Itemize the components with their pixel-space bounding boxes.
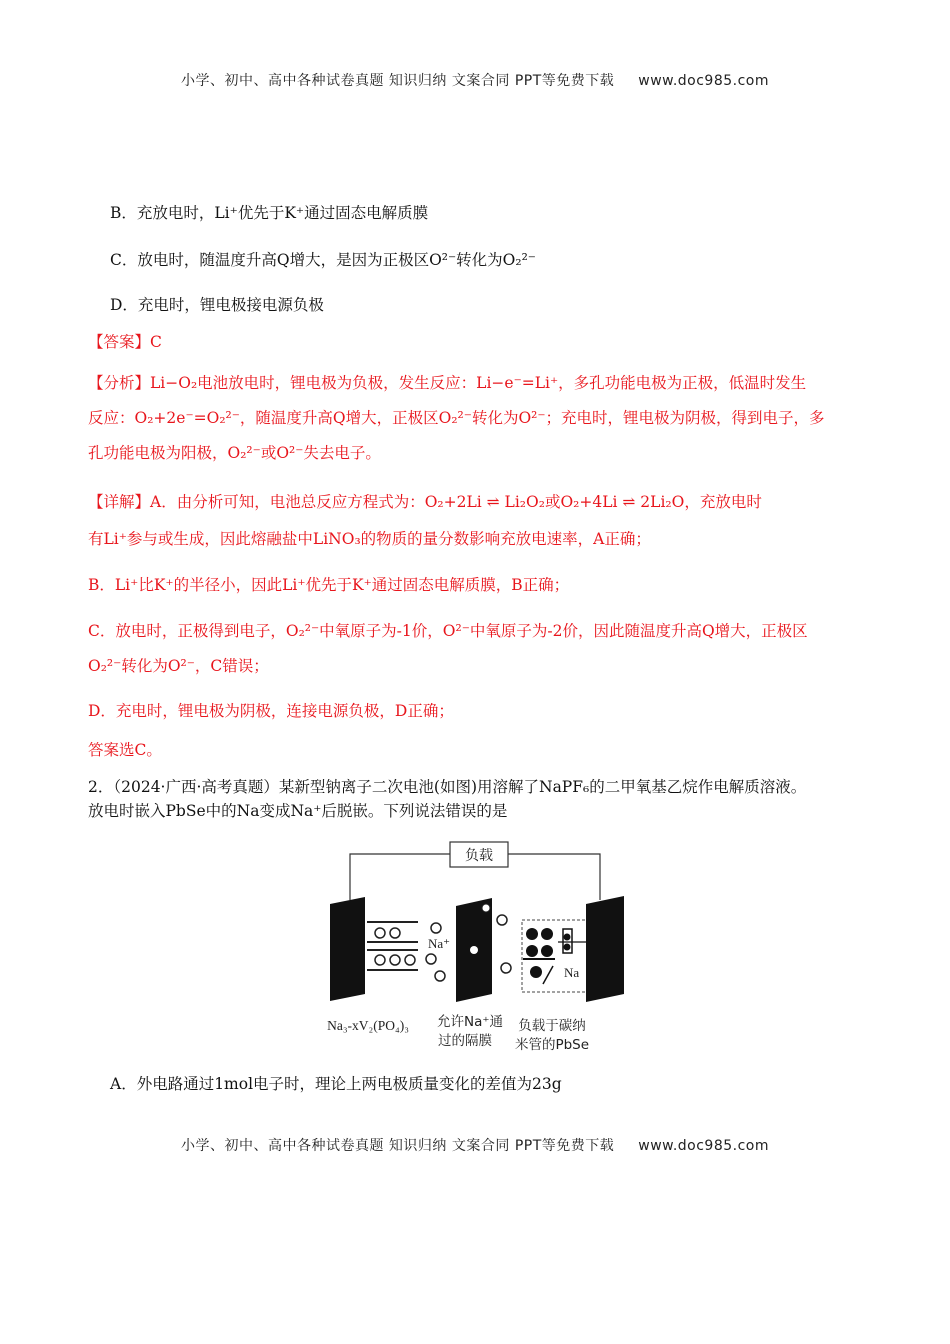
na-ion-5 [501, 963, 511, 973]
footer-url[interactable]: www.doc985.com [638, 1138, 770, 1154]
detail-line-2: 有Li⁺参与或生成，因此熔融盐中LiNO₃的物质的量分数影响充放电速率，A正确； [88, 530, 651, 548]
na-ion-label: Na⁺ [428, 936, 451, 951]
na-ion-3 [435, 971, 445, 981]
footer-text: 小学、初中、高中各种试卷真题 知识归纳 文案合同 PPT等免费下载 [180, 1138, 615, 1154]
option-d: D．充电时，锂电极接电源负极 [110, 296, 324, 314]
load-label: 负载 [465, 848, 493, 864]
membrane-label-2: 过的隔膜 [438, 1033, 492, 1049]
detail-option-d: D．充电时，锂电极为阴极，连接电源负极，D正确； [88, 702, 454, 720]
pbse-label-1: 负载于碳纳 [518, 1018, 586, 1034]
option-c: C．放电时，随温度升高Q增大，是因为正极区O²⁻转化为O₂²⁻ [110, 251, 536, 269]
header-url[interactable]: www.doc985.com [638, 73, 770, 89]
left-electrode [330, 897, 365, 1001]
page-header [0, 70, 950, 90]
question2-line-2: 放电时嵌入PbSe中的Na变成Na⁺后脱嵌。下列说法错误的是 [88, 802, 508, 820]
wire-right [508, 854, 600, 900]
na-ion-4 [497, 915, 507, 925]
membrane-pore [470, 946, 478, 954]
question2-option-a: A．外电路通过1mol电子时，理论上两电极质量变化的差值为23g [110, 1075, 562, 1093]
wire-left [350, 854, 450, 900]
membrane-label-1: 允许Na⁺通 [437, 1014, 503, 1030]
header-text: 小学、初中、高中各种试卷真题 知识归纳 文案合同 PPT等免费下载 [180, 73, 615, 89]
analysis-line-1: 【分析】Li−O₂电池放电时，锂电极为负极，发生反应：Li−e⁻=Li⁺，多孔功能电极为正极，低温时发生 [88, 374, 807, 392]
na-ion-2 [426, 954, 436, 964]
membrane-ion [482, 904, 490, 912]
page-footer [0, 1135, 950, 1155]
detail-option-c-1: C．放电时，正极得到电子，O₂²⁻中氧原子为-1价，O²⁻中氧原子为-2价，因此随温度升高Q增大，正极区 [88, 622, 808, 640]
detail-final: 答案选C。 [88, 741, 162, 759]
answer-line: 【答案】C [88, 333, 162, 351]
pbse-label-2: 米管的PbSe [514, 1037, 590, 1053]
right-electrode [586, 896, 624, 1002]
detail-line-1: 【详解】A．由分析可知，电池总反应方程式为：O₂+2Li ⇌ Li₂O₂或O₂+4Li ⇌ 2Li₂O，充放电时 [88, 493, 762, 511]
question2-line-1: 2．（2024·广西·高考真题）某新型钠离子二次电池(如图)用溶解了NaPF₆的二甲氧基乙烷作电解质溶液。 [88, 778, 807, 796]
analysis-line-3: 孔功能电极为阳极，O₂²⁻或O²⁻失去电子。 [88, 444, 381, 462]
battery-figure [310, 838, 640, 1058]
left-layers [367, 922, 418, 970]
analysis-line-2: 反应：O₂+2e⁻=O₂²⁻，随温度升高Q增大，正极区O₂²⁻转化为O²⁻；充电时，锂电极为阴极，得到电子，多 [88, 409, 825, 427]
option-b: B．充放电时，Li⁺优先于K⁺通过固态电解质膜 [110, 204, 429, 222]
detail-option-b: B．Li⁺比K⁺的半径小，因此Li⁺优先于K⁺通过固态电解质膜，B正确； [88, 576, 570, 594]
na-label-right: Na [564, 965, 580, 980]
na-ion-1 [431, 923, 441, 933]
left-electrode-label: Na₃-xV₂(PO₄)₃ [327, 1018, 409, 1033]
detail-option-c-2: O₂²⁻转化为O²⁻，C错误； [88, 657, 269, 675]
